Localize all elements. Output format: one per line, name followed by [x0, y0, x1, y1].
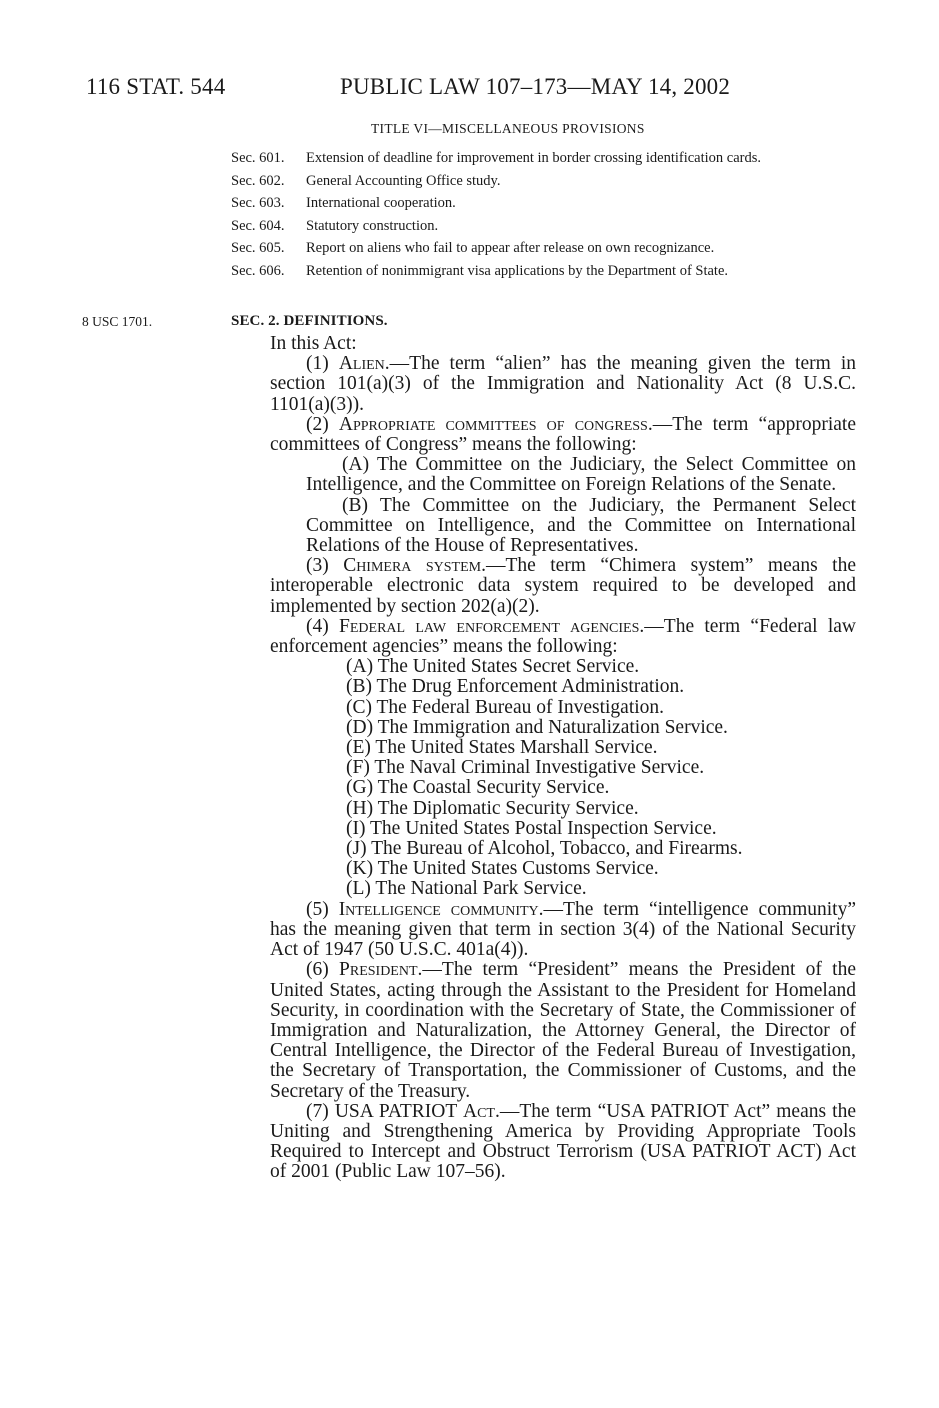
toc-item-title: General Accounting Office study. — [306, 172, 501, 189]
subparagraph-house: (B) The Committee on the Judiciary, the Permanent Select Committee on Intelligence, and the Committee on International Relations of the House of Representatives. — [306, 494, 856, 557]
defined-term: Intelligence community — [338, 898, 539, 920]
agency-list-item: (G) The Coastal Security Service. — [346, 777, 610, 799]
agency-list-item: (A) The United States Secret Service. — [346, 656, 640, 678]
toc-item — [231, 173, 859, 190]
agency-list-item: (E) The United States Marshall Service. — [346, 737, 658, 759]
definition-chimera-system: (3) Chimera system.—The term “Chimera system” means the interoperable electronic data system required to be developed and implemented by section 202(a)(2). — [270, 555, 856, 617]
agency-list-item: (L) The National Park Service. — [346, 878, 587, 900]
defined-term: Federal law enforcement agencies — [339, 615, 640, 637]
toc-item-number: Sec. 605. — [231, 240, 285, 256]
usc-margin-note: 8 USC 1701. — [82, 314, 153, 329]
defined-term: Appropriate committees of congress — [338, 413, 648, 435]
definition-appropriate-committees: (2) Appropriate committees of congress.—The term “appropriate committees of Congress” means the following: — [270, 413, 856, 456]
toc-item-number: Sec. 606. — [231, 262, 285, 279]
agency-list-item: (D) The Immigration and Naturalization Service. — [346, 716, 728, 738]
section-heading: SEC. 2. DEFINITIONS. — [231, 313, 388, 329]
toc-item-title: International cooperation. — [306, 195, 456, 211]
agency-list-item: (C) The Federal Bureau of Investigation. — [346, 696, 665, 718]
definition-federal-agencies: (4) Federal law enforcement agencies.—The term “Federal law enforcement agencies” means the following: — [270, 615, 856, 658]
toc-item — [231, 240, 859, 257]
toc-item-title: Statutory construction. — [306, 217, 439, 234]
table-of-contents — [231, 150, 859, 285]
agency-list-item: (B) The Drug Enforcement Administration. — [346, 676, 685, 698]
subparagraph-senate: (A) The Committee on the Judiciary, the Select Committee on Intelligence, and the Committee on Foreign Relations of the Senate. — [306, 454, 856, 496]
toc-item-number: Sec. 604. — [231, 217, 285, 234]
toc-item-number: Sec. 603. — [231, 195, 285, 211]
defined-term: Act — [463, 1100, 495, 1122]
agency-list-item: (J) The Bureau of Alcohol, Tobacco, and Firearms. — [346, 838, 743, 860]
section-intro: In this Act: — [270, 333, 357, 354]
agency-list-item: (H) The Diplomatic Security Service. — [346, 797, 639, 819]
toc-item-title: Extension of deadline for improvement in border crossing identification cards. — [306, 150, 762, 166]
definition-usa-patriot-act: (7) USA PATRIOT Act.—The term “USA PATRIOT Act” means the Uniting and Strengthening America by Providing Appropriate Tools Required to Intercept and Obstruct Terrorism (USA PATRIOT ACT) Act of 2001 (Public Law 107–56). — [270, 1100, 856, 1183]
toc-item-number: Sec. 602. — [231, 172, 285, 189]
agency-list-item: (I) The United States Postal Inspection Service. — [346, 817, 717, 839]
section-body — [270, 334, 856, 1183]
statute-page-number: 116 STAT. 544 — [86, 74, 226, 99]
toc-item — [231, 195, 859, 212]
toc-item — [231, 218, 859, 235]
toc-title: TITLE VI—MISCELLANEOUS PROVISIONS — [371, 121, 645, 136]
toc-item — [231, 263, 859, 280]
toc-item-title: Report on aliens who fail to appear after release on own recognizance. — [306, 240, 715, 256]
toc-item-number: Sec. 601. — [231, 150, 285, 166]
defined-term: President — [339, 959, 418, 981]
definition-alien: (1) Alien.—The term “alien” has the meaning given the term in section 101(a)(3) of the Immigration and Nationality Act (8 U.S.C. 1101(a)(3)). — [270, 353, 856, 415]
toc-item-title: Retention of nonimmigrant visa applications by the Department of State. — [306, 262, 729, 279]
definition-president: (6) President.—The term “President” means the President of the United States, acting through the Assistant to the President for Homeland Security, in coordination with the Secretary of State, the Commissioner of Immigration and Naturalization, the Attorney General, the Director of Central Intelligence, the Director of the Federal Bureau of Investigation, the Secretary of Transportation, the Commissioner of Customs, and the Secretary of the Treasury. — [270, 959, 856, 1102]
toc-item — [231, 150, 859, 167]
running-header: PUBLIC LAW 107–173—MAY 14, 2002 — [340, 74, 731, 99]
definition-intelligence-community: (5) Intelligence community.—The term “intelligence community” has the meaning given that term in section 3(4) of the National Security Act of 1947 (50 U.S.C. 401a(4)). — [270, 898, 856, 961]
agency-list-item: (F) The Naval Criminal Investigative Service. — [346, 757, 705, 779]
agency-list-item: (K) The United States Customs Service. — [346, 858, 659, 880]
defined-term: Chimera system — [343, 555, 482, 577]
defined-term: Alien — [338, 353, 385, 375]
